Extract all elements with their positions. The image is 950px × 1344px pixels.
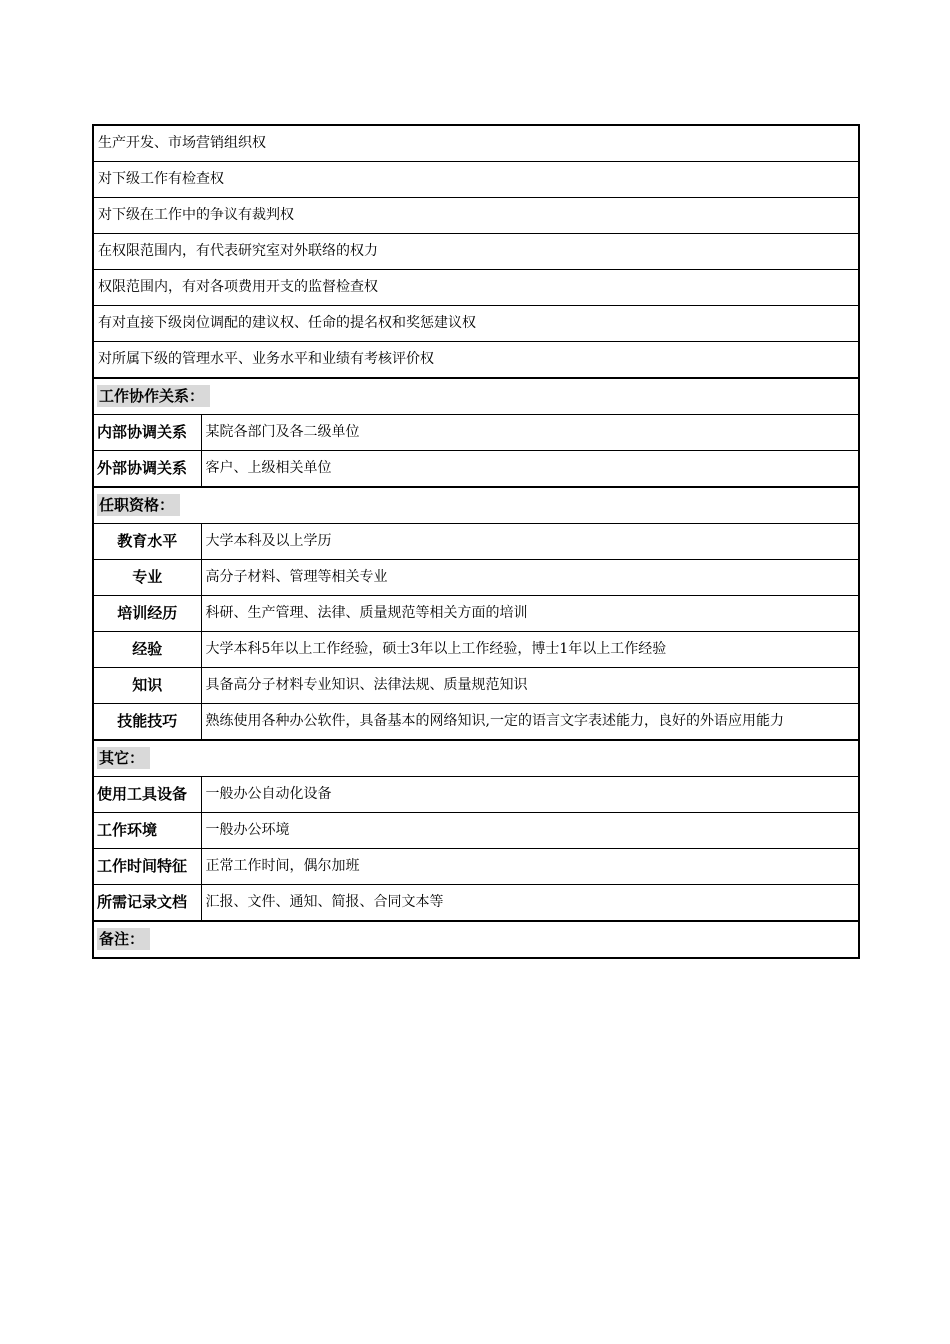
row-label: 教育水平 xyxy=(93,524,201,560)
row-value: 具备高分子材料专业知识、法律法规、质量规范知识 xyxy=(201,668,859,704)
table-row xyxy=(93,813,859,849)
remarks-heading: 备注： xyxy=(97,928,150,950)
authority-row xyxy=(93,342,859,379)
section-header-row xyxy=(93,740,859,777)
row-label: 外部协调关系 xyxy=(93,451,201,488)
section-header-row xyxy=(93,487,859,524)
section-header-row xyxy=(93,378,859,415)
table-row xyxy=(93,632,859,668)
authority-item: 对下级工作有检查权 xyxy=(93,162,859,198)
row-value: 大学本科及以上学历 xyxy=(201,524,859,560)
row-label: 工作时间特征 xyxy=(93,849,201,885)
table-row xyxy=(93,704,859,741)
authority-item: 对下级在工作中的争议有裁判权 xyxy=(93,198,859,234)
row-value: 高分子材料、管理等相关专业 xyxy=(201,560,859,596)
row-value: 熟练使用各种办公软件，具备基本的网络知识,一定的语言文字表述能力，良好的外语应用能力 xyxy=(201,704,859,741)
row-value: 科研、生产管理、法律、质量规范等相关方面的培训 xyxy=(201,596,859,632)
authority-item: 生产开发、市场营销组织权 xyxy=(93,125,859,162)
table-row xyxy=(93,885,859,922)
section-heading-cell xyxy=(93,378,859,415)
other-heading: 其它： xyxy=(97,747,150,769)
authority-row xyxy=(93,198,859,234)
row-label: 内部协调关系 xyxy=(93,415,201,451)
table-row xyxy=(93,451,859,488)
row-label: 技能技巧 xyxy=(93,704,201,741)
authority-row xyxy=(93,270,859,306)
row-label: 经验 xyxy=(93,632,201,668)
authority-item: 对所属下级的管理水平、业务水平和业绩有考核评价权 xyxy=(93,342,859,379)
row-label: 使用工具设备 xyxy=(93,777,201,813)
section-header-row xyxy=(93,921,859,958)
row-value: 汇报、文件、通知、简报、合同文本等 xyxy=(201,885,859,922)
row-value: 正常工作时间，偶尔加班 xyxy=(201,849,859,885)
authority-row xyxy=(93,234,859,270)
qualifications-heading: 任职资格： xyxy=(97,494,180,516)
row-value: 一般办公自动化设备 xyxy=(201,777,859,813)
row-value: 某院各部门及各二级单位 xyxy=(201,415,859,451)
section-heading-cell xyxy=(93,740,859,777)
row-label: 工作环境 xyxy=(93,813,201,849)
section-heading-cell xyxy=(93,921,859,958)
authority-row xyxy=(93,125,859,162)
table-row xyxy=(93,560,859,596)
job-description-table xyxy=(92,124,860,959)
table-row xyxy=(93,524,859,560)
table-row xyxy=(93,849,859,885)
table-row xyxy=(93,777,859,813)
table-row xyxy=(93,415,859,451)
row-value: 大学本科5年以上工作经验，硕士3年以上工作经验，博士1年以上工作经验 xyxy=(201,632,859,668)
authority-item: 权限范围内，有对各项费用开支的监督检查权 xyxy=(93,270,859,306)
collaboration-heading: 工作协作关系： xyxy=(97,385,210,407)
row-label: 专业 xyxy=(93,560,201,596)
authority-row xyxy=(93,306,859,342)
row-label: 知识 xyxy=(93,668,201,704)
authority-row xyxy=(93,162,859,198)
row-label: 所需记录文档 xyxy=(93,885,201,922)
table-row xyxy=(93,668,859,704)
table-row xyxy=(93,596,859,632)
row-value: 一般办公环境 xyxy=(201,813,859,849)
authority-item: 在权限范围内，有代表研究室对外联络的权力 xyxy=(93,234,859,270)
row-value: 客户、上级相关单位 xyxy=(201,451,859,488)
authority-item: 有对直接下级岗位调配的建议权、任命的提名权和奖惩建议权 xyxy=(93,306,859,342)
row-label: 培训经历 xyxy=(93,596,201,632)
section-heading-cell xyxy=(93,487,859,524)
